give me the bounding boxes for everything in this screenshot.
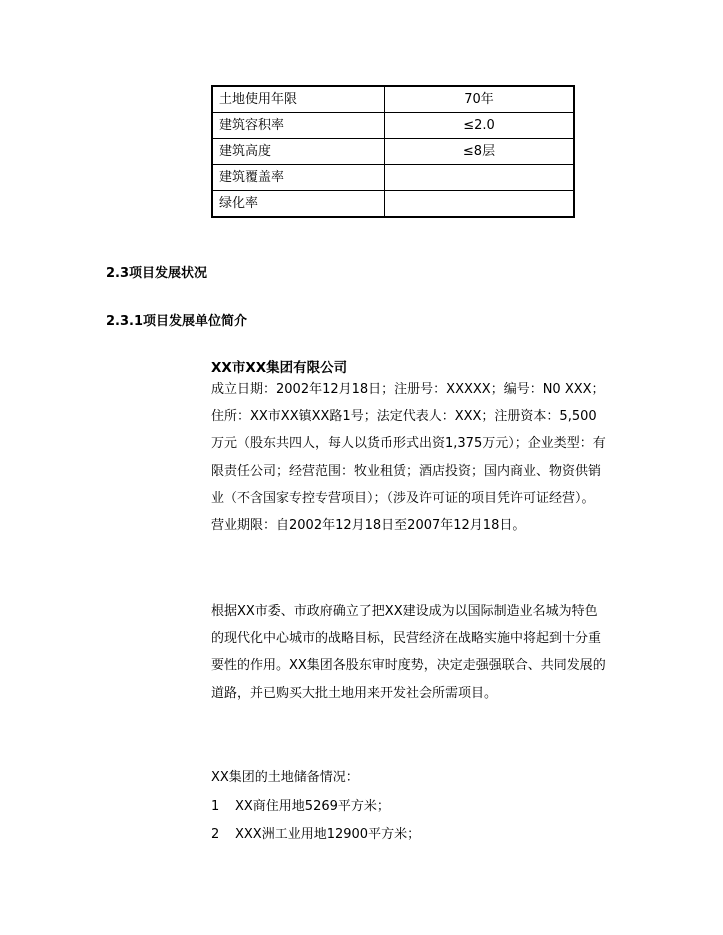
list-item (211, 821, 420, 849)
table-cell-label: 建筑高度 (212, 139, 385, 165)
land-reserve-list (211, 793, 420, 849)
table-row (212, 86, 574, 113)
land-reserve-title: XX集团的土地储备情况： (211, 770, 359, 785)
table-cell-label: 土地使用年限 (212, 86, 385, 113)
section-heading-2-3-1: 2.3.1项目发展单位简介 (106, 314, 248, 329)
table-cell-label: 建筑覆盖率 (212, 165, 385, 191)
list-item (211, 793, 420, 821)
company-name: XX市XX集团有限公司 (211, 360, 348, 376)
company-intro-paragraph: 成立日期：2002年12月18日；注册号：XXXXX；编号：N0 XXX；住所：XX市XX镇XX路1号；法定代表人：XXX；注册资本：5,500万元（股东共四人，每人以货币形式出资1,375万元）；企业类型：有限责任公司；经营范围：牧业租赁；酒店投资；国内商业、物资供销业（不含国家专控专营项目）；（涉及许可证的项目凭许可证经营）。营业期限：自2002年12月18日至2007年12月18日。 (211, 382, 606, 534)
table-cell-value: ≤8层 (385, 139, 575, 165)
land-use-table (211, 85, 575, 218)
table-row (212, 113, 574, 139)
table-row (212, 191, 574, 218)
table-cell-value: 70年 (385, 86, 575, 113)
list-item-text: XXX洲工业用地12900平方米； (235, 827, 421, 842)
table-cell-label: 建筑容积率 (212, 113, 385, 139)
company-background-paragraph: 根据XX市委、市政府确立了把XX建设成为以国际制造业名城为特色的现代化中心城市的战略目标，民营经济在战略实施中将起到十分重要性的作用。XX集团各股东审时度势，决定走强强联合、共同发展的道路，并已购买大批土地用来开发社会所需项目。 (211, 604, 606, 701)
section-heading-2-3: 2.3项目发展状况 (106, 266, 208, 281)
table-row (212, 165, 574, 191)
table-cell-value: ≤2.0 (385, 113, 575, 139)
table-cell-value (385, 191, 575, 218)
table-row (212, 139, 574, 165)
list-item-text: XX商住用地5269平方米； (235, 799, 390, 814)
table-cell-value (385, 165, 575, 191)
list-item-number: 2 (211, 827, 220, 842)
table-cell-label: 绿化率 (212, 191, 385, 218)
list-item-number: 1 (211, 799, 220, 814)
